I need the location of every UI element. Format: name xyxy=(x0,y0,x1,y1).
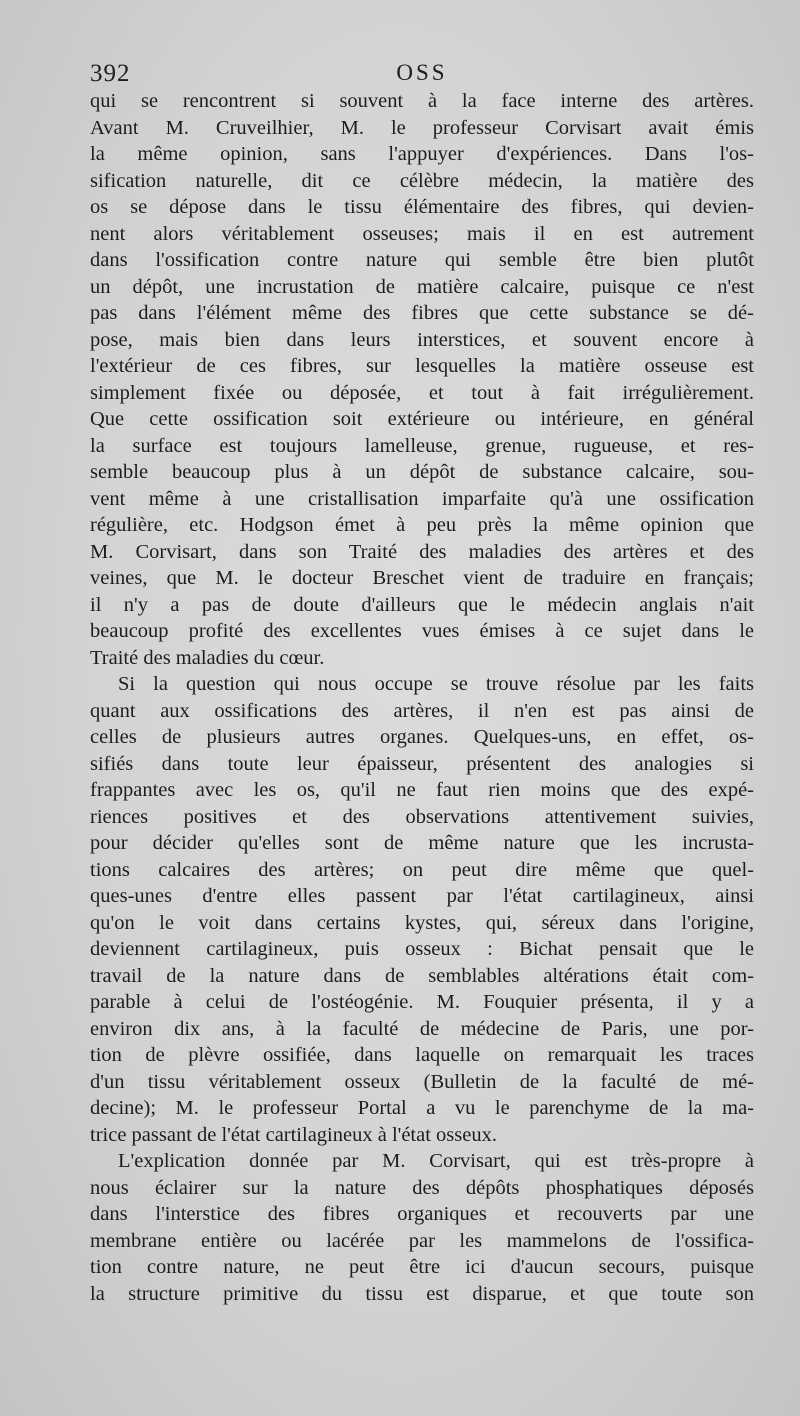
text-line: Si la question qui nous occupe se trouve résolue par les faits xyxy=(118,673,754,695)
page-number: 392 xyxy=(90,60,131,87)
text-line: la structure primitive du tissu est disparue, et que toute son xyxy=(90,1282,754,1305)
text-line: il n'y a pas de doute d'ailleurs que le médecin anglais n'ait xyxy=(90,593,754,616)
running-head: OSS xyxy=(396,60,448,85)
text-line: os se dépose dans le tissu élémentaire des fibres, qui devien- xyxy=(90,196,754,218)
text-line: Que cette ossification soit extérieure ou intérieure, en général xyxy=(90,408,754,430)
text-line: qu'on le voit dans certains kystes, qui, séreux dans l'origine, xyxy=(90,911,754,934)
text-line: membrane entière ou lacérée par les mammelons de l'ossifica- xyxy=(90,1229,754,1252)
body-text xyxy=(90,88,754,1307)
text-line: un dépôt, une incrustation de matière calcaire, puisque ce n'est xyxy=(90,275,754,298)
text-line: simplement fixée ou déposée, et tout à fait irrégulièrement. xyxy=(90,381,754,404)
text-line: quant aux ossifications des artères, il n'en est pas ainsi de xyxy=(90,699,754,722)
text-line: trice passant de l'état cartilagineux à l'état osseux. xyxy=(90,1123,497,1146)
text-line: dans l'interstice des fibres organiques et recouverts par une xyxy=(90,1203,754,1225)
page-header xyxy=(90,60,754,90)
text-line: beaucoup profité des excellentes vues émises à ce sujet dans le xyxy=(90,620,754,642)
text-line: celles de plusieurs autres organes. Quelques-uns, en effet, os- xyxy=(90,726,754,748)
text-line: pas dans l'élément même des fibres que cette substance se dé- xyxy=(90,302,754,324)
text-line: la même opinion, sans l'appuyer d'expériences. Dans l'os- xyxy=(90,143,754,165)
text-line: deviennent cartilagineux, puis osseux : Bichat pensait que le xyxy=(90,938,754,960)
text-line: pour décider qu'elles sont de même nature que les incrusta- xyxy=(90,832,754,854)
text-line: dans l'ossification contre nature qui semble être bien plutôt xyxy=(90,249,754,271)
text-line: qui se rencontrent si souvent à la face interne des artères. xyxy=(90,90,754,112)
text-line: l'extérieur de ces fibres, sur lesquelles la matière osseuse est xyxy=(90,355,754,377)
text-line: Traité des maladies du cœur. xyxy=(90,646,325,669)
text-line: tion de plèvre ossifiée, dans laquelle on remarquait les traces xyxy=(90,1044,754,1066)
text-line: riences positives et des observations attentivement suivies, xyxy=(90,805,754,828)
text-line: vent même à une cristallisation imparfaite qu'à une ossification xyxy=(90,487,754,510)
text-line: régulière, etc. Hodgson émet à peu près la même opinion que xyxy=(90,514,754,536)
text-line: sification naturelle, dit ce célèbre médecin, la matière des xyxy=(90,169,754,192)
text-line: Avant M. Cruveilhier, M. le professeur Corvisart avait émis xyxy=(90,116,754,139)
text-line: sifiés dans toute leur épaisseur, présentent des analogies si xyxy=(90,752,754,775)
text-line: pose, mais bien dans leurs interstices, et souvent encore à xyxy=(90,328,754,351)
text-line: M. Corvisart, dans son Traité des maladies des artères et des xyxy=(90,540,754,563)
text-line: nous éclairer sur la nature des dépôts phosphatiques déposés xyxy=(90,1176,754,1199)
text-line: semble beaucoup plus à un dépôt de substance calcaire, sou- xyxy=(90,461,754,483)
text-line: la surface est toujours lamelleuse, grenue, rugueuse, et res- xyxy=(90,434,754,457)
text-line: d'un tissu véritablement osseux (Bulletin de la faculté de mé- xyxy=(90,1070,754,1093)
text-line: nent alors véritablement osseuses; mais il en est autrement xyxy=(90,222,754,245)
text-line: environ dix ans, à la faculté de médecine de Paris, une por- xyxy=(90,1017,754,1040)
text-line: veines, que M. le docteur Breschet vient de traduire en français; xyxy=(90,567,754,589)
text-line: ques-unes d'entre elles passent par l'état cartilagineux, ainsi xyxy=(90,885,754,907)
text-line: tion contre nature, ne peut être ici d'aucun secours, puisque xyxy=(90,1256,754,1278)
text-line: travail de la nature dans de semblables altérations était com- xyxy=(90,964,754,987)
text-line: L'explication donnée par M. Corvisart, qui est très-propre à xyxy=(118,1150,754,1172)
text-line: frappantes avec les os, qu'il ne faut rien moins que des expé- xyxy=(90,779,754,801)
text-line: decine); M. le professeur Portal a vu le parenchyme de la ma- xyxy=(90,1097,754,1119)
text-line: tions calcaires des artères; on peut dire même que quel- xyxy=(90,858,754,881)
text-line: parable à celui de l'ostéogénie. M. Fouquier présenta, il y a xyxy=(90,991,754,1013)
